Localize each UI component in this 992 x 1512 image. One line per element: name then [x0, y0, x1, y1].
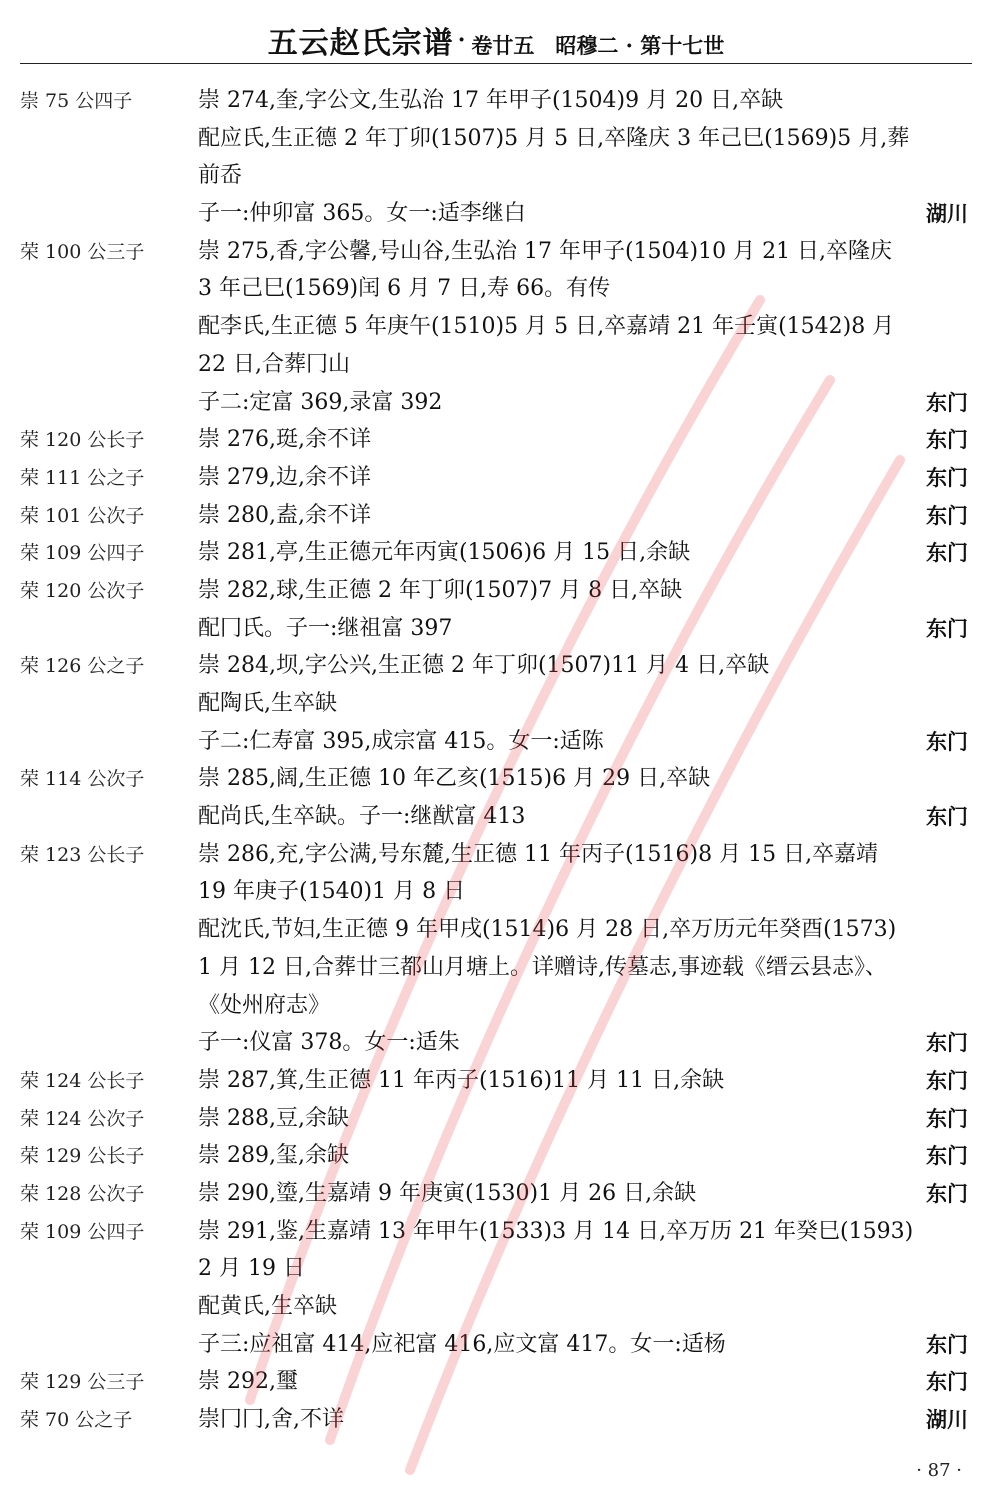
entry-line: [0, 1291, 992, 1329]
title-separator: ·: [457, 27, 466, 53]
entry-text: 配尚氏,生卒缺。子一:继猷富 413: [198, 804, 526, 830]
entry-text: 崇 279,边,余不详: [198, 464, 371, 490]
parent-label: 荣 70 公之子: [20, 1409, 133, 1432]
genealogy-entry: [0, 1366, 992, 1404]
genealogy-entry: [0, 1404, 992, 1442]
entry-line: [0, 1329, 992, 1367]
entry-line: [0, 160, 992, 198]
entry-line: [0, 876, 992, 914]
entry-line: [0, 1140, 992, 1178]
entry-line: [0, 688, 992, 726]
entry-line: [0, 387, 992, 425]
entry-text: 子一:仲卯富 365。女一:适李继白: [198, 201, 526, 227]
entry-text: 崇 275,香,字公馨,号山谷,生弘治 17 年甲子(1504)10 月 21 日,卒隆庆: [198, 238, 893, 264]
entry-line: [0, 914, 992, 952]
entry-text: 崇 285,阔,生正德 10 年乙亥(1515)6 月 29 日,卒缺: [198, 766, 711, 792]
residence-place: 东门: [926, 804, 968, 830]
genealogy-entry: [0, 537, 992, 575]
entry-line: [0, 1253, 992, 1291]
entry-text: 1 月 12 日,合葬廿三都山月塘上。详赠诗,传墓志,事迹载《缙云县志》、: [198, 954, 887, 980]
entry-text: 崇 274,奎,字公文,生弘治 17 年甲子(1504)9 月 20 日,卒缺: [198, 88, 784, 113]
entry-line: [0, 1027, 992, 1065]
entry-text: 配黄氏,生卒缺: [198, 1294, 337, 1319]
page-number: · 87 ·: [916, 1460, 962, 1481]
residence-place: 东门: [926, 1369, 968, 1395]
entry-line: [0, 952, 992, 990]
entry-text: 崇 284,坝,字公兴,生正德 2 年丁卯(1507)11 月 4 日,卒缺: [198, 653, 770, 679]
parent-label: 荣 128 公次子: [20, 1182, 145, 1205]
residence-place: 东门: [926, 502, 968, 528]
entry-text: 子二:仁寿富 395,成宗富 415。女一:适陈: [198, 728, 604, 754]
entry-text: 崇 292,璽: [198, 1369, 298, 1395]
entry-text: 崇 281,亭,生正德元年丙寅(1506)6 月 15 日,余缺: [198, 540, 691, 566]
entry-line: [0, 1065, 992, 1103]
entry-line: [0, 349, 992, 387]
entry-text: 前岙: [198, 163, 243, 189]
entry-line: [0, 123, 992, 161]
parent-label: 荣 111 公之子: [20, 466, 145, 489]
entry-text: 配陶氏,生卒缺: [198, 691, 337, 716]
genealogy-entry: [0, 1103, 992, 1141]
genealogy-entry: [0, 462, 992, 500]
residence-place: 东门: [926, 1067, 968, 1093]
parent-label: 荣 126 公之子: [20, 655, 145, 678]
entry-text: 崇 288,豆,余缺: [198, 1105, 349, 1131]
entry-line: [0, 839, 992, 877]
genealogy-entry: [0, 1216, 992, 1367]
entry-text: 崇 289,玺,余缺: [198, 1143, 349, 1169]
entry-text: 配沈氏,节妇,生正德 9 年甲戌(1514)6 月 28 日,卒万历元年癸酉(1573): [198, 917, 897, 943]
entry-line: [0, 763, 992, 801]
parent-label: 荣 120 公次子: [20, 579, 145, 602]
parent-label: 荣 120 公长子: [20, 429, 145, 452]
residence-place: 东门: [926, 1331, 968, 1357]
entry-line: [0, 462, 992, 500]
entry-text: 子二:定富 369,录富 392: [198, 389, 443, 415]
genealogy-entry: [0, 650, 992, 763]
entry-text: 崇 287,箕,生正德 11 年丙子(1516)11 月 11 日,余缺: [198, 1067, 725, 1093]
residence-place: 东门: [926, 540, 968, 566]
parent-label: 荣 114 公次子: [20, 768, 145, 791]
genealogy-entry: [0, 1140, 992, 1178]
genealogy-entry: [0, 575, 992, 650]
entry-line: [0, 236, 992, 274]
entry-text: 崇 286,充,字公满,号东麓,生正德 11 年丙子(1516)8 月 15 日,卒嘉靖: [198, 841, 879, 867]
genealogy-entry: [0, 1178, 992, 1216]
parent-label: 荣 109 公四子: [20, 1220, 145, 1243]
residence-place: 东门: [926, 464, 968, 490]
residence-place: 湖川: [926, 1407, 968, 1433]
parent-label: 荣 129 公三子: [20, 1371, 145, 1394]
genealogy-entries: [0, 85, 992, 1442]
residence-place: 东门: [926, 427, 968, 453]
genealogy-entry: [0, 763, 992, 838]
entry-text: 22 日,合葬冂山: [198, 351, 350, 377]
entry-text: 配冂氏。子一:继祖富 397: [198, 615, 453, 641]
entry-text: 配应氏,生正德 2 年丁卯(1507)5 月 5 日,卒隆庆 3 年己巳(1569)5 月,葬: [198, 125, 910, 151]
residence-place: 东门: [926, 1143, 968, 1169]
volume-subtitle: 卷廿五 昭穆二 · 第十七世: [471, 33, 725, 58]
entry-text: 崇 280,盍,余不详: [198, 502, 371, 528]
residence-place: 东门: [926, 1105, 968, 1131]
entry-line: [0, 990, 992, 1028]
residence-place: 东门: [926, 1180, 968, 1206]
entry-line: [0, 575, 992, 613]
entry-line: [0, 1404, 992, 1442]
entry-line: [0, 1178, 992, 1216]
entry-line: [0, 311, 992, 349]
parent-label: 荣 123 公长子: [20, 843, 145, 866]
genealogy-entry: [0, 424, 992, 462]
entry-line: [0, 273, 992, 311]
entry-line: [0, 537, 992, 575]
entry-text: 19 年庚子(1540)1 月 8 日: [198, 879, 466, 905]
parent-label: 荣 124 公长子: [20, 1069, 145, 1092]
entry-line: [0, 1366, 992, 1404]
entry-text: 配李氏,生正德 5 年庚午(1510)5 月 5 日,卒嘉靖 21 年壬寅(1542)8 月: [198, 314, 895, 340]
genealogy-entry: [0, 236, 992, 424]
entry-text: 崇 290,瑬,生嘉靖 9 年庚寅(1530)1 月 26 日,余缺: [198, 1180, 697, 1206]
entry-text: 崇冂冂,舍,不详: [198, 1407, 344, 1433]
entry-text: 崇 282,球,生正德 2 年丁卯(1507)7 月 8 日,卒缺: [198, 577, 683, 603]
entry-line: [0, 424, 992, 462]
parent-label: 荣 129 公长子: [20, 1145, 145, 1168]
entry-line: [0, 613, 992, 651]
entry-text: 崇 291,鉴,生嘉靖 13 年甲午(1533)3 月 14 日,卒万历 21 年癸巳(1593): [198, 1218, 914, 1244]
entry-line: [0, 198, 992, 236]
genealogy-entry: [0, 85, 992, 236]
residence-place: 东门: [926, 389, 968, 415]
entry-line: [0, 726, 992, 764]
parent-label: 荣 109 公四子: [20, 542, 145, 565]
genealogy-entry: [0, 1065, 992, 1103]
entry-line: [0, 1216, 992, 1254]
residence-place: 东门: [926, 615, 968, 641]
entry-line: [0, 500, 992, 538]
genealogy-entry: [0, 500, 992, 538]
entry-text: 崇 276,珽,余不详: [198, 427, 371, 453]
entry-text: 《处州府志》: [198, 992, 331, 1018]
entry-text: 子一:仪富 378。女一:适朱: [198, 1030, 460, 1056]
parent-label: 荣 100 公三子: [20, 240, 145, 263]
residence-place: 东门: [926, 728, 968, 754]
parent-label: 崇 75 公四子: [20, 90, 133, 112]
parent-label: 荣 124 公次子: [20, 1107, 145, 1130]
entry-text: 子三:应祖富 414,应祀富 416,应文富 417。女一:适杨: [198, 1331, 726, 1357]
header-rule: [20, 63, 972, 64]
book-title: 五云赵氏宗谱: [267, 26, 454, 61]
page-header: [0, 18, 992, 60]
residence-place: 湖川: [926, 201, 968, 227]
entry-text: 3 年己巳(1569)闰 6 月 7 日,寿 66。有传: [198, 276, 611, 302]
entry-line: [0, 801, 992, 839]
entry-line: [0, 1103, 992, 1141]
entry-line: [0, 85, 992, 123]
parent-label: 荣 101 公次子: [20, 504, 145, 527]
entry-text: 2 月 19 日: [198, 1256, 305, 1282]
residence-place: 东门: [926, 1030, 968, 1056]
entry-line: [0, 650, 992, 688]
genealogy-entry: [0, 839, 992, 1065]
